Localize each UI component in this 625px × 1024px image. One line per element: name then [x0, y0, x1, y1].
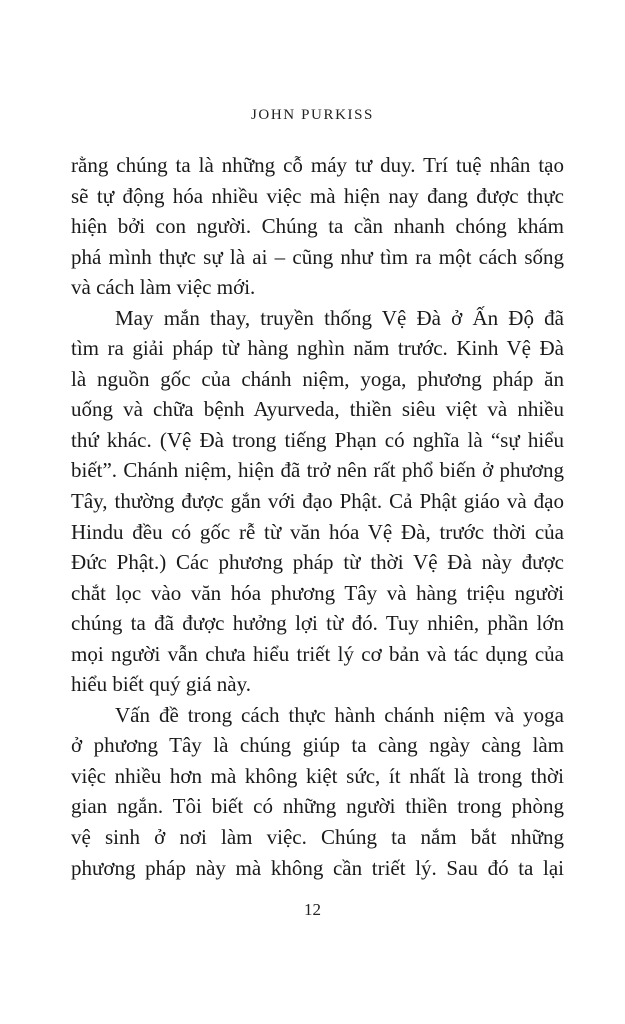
text-line: ở phương Tây là chúng giúp ta càng ngày càng làm	[71, 733, 564, 758]
text-line: Vấn đề trong cách thực hành chánh niệm và yoga	[115, 702, 564, 727]
text-line: và cách làm việc mới.	[71, 275, 256, 300]
text-line: sẽ tự động hóa nhiều việc mà hiện nay đang được thực	[71, 183, 564, 208]
paragraph-1	[71, 150, 564, 303]
text-line: thứ khác. (Vệ Đà trong tiếng Phạn có nghĩa là “sự hiểu	[71, 427, 564, 452]
text-line: việc nhiều hơn mà không kiệt sức, ít nhất là trong thời	[71, 763, 564, 788]
text-line: phương pháp này mà không cần triết lý. Sau đó ta lại	[71, 855, 564, 880]
paragraph-2	[71, 303, 564, 700]
text-line: là nguồn gốc của chánh niệm, yoga, phương pháp ăn	[71, 366, 564, 391]
text-line: rằng chúng ta là những cỗ máy tư duy. Trí tuệ nhân tạo	[71, 153, 564, 177]
text-line: Hindu đều có gốc rễ từ văn hóa Vệ Đà, trước thời của	[71, 519, 564, 544]
text-line: vệ sinh ở nơi làm việc. Chúng ta nắm bắt những	[71, 825, 564, 850]
text-line: Tây, thường được gắn với đạo Phật. Cả Phật giáo và đạo	[71, 489, 564, 514]
paragraph-3	[71, 700, 564, 883]
text-line: gian ngắn. Tôi biết có những người thiền trong phòng	[71, 794, 564, 819]
text-line: hiện bởi con người. Chúng ta cần nhanh chóng khám	[71, 214, 564, 239]
text-line: chắt lọc vào văn hóa phương Tây và hàng triệu người	[71, 580, 564, 605]
page-number: 12	[304, 900, 321, 919]
text-line: hiểu biết quý giá này.	[71, 672, 252, 697]
text-line: uống và chữa bệnh Ayurveda, thiền siêu việt và nhiều	[71, 397, 564, 422]
running-head: JOHN PURKISS	[251, 107, 374, 123]
text-line: chúng ta đã được hưởng lợi từ đó. Tuy nhiên, phần lớn	[71, 611, 564, 636]
text-line: Đức Phật.) Các phương pháp từ thời Vệ Đà này được	[71, 550, 564, 575]
text-line: biết”. Chánh niệm, hiện đã trở nên rất phổ biến ở phương	[71, 458, 564, 483]
text-line: phá mình thực sự là ai – cũng như tìm ra một cách sống	[71, 244, 564, 269]
text-line: mọi người vẫn chưa hiểu triết lý cơ bản và tác dụng của	[71, 641, 564, 666]
text-line: May mắn thay, truyền thống Vệ Đà ở Ấn Độ đã	[115, 305, 564, 330]
text-line: tìm ra giải pháp từ hàng nghìn năm trước. Kinh Vệ Đà	[71, 336, 564, 361]
body-text	[71, 150, 564, 883]
